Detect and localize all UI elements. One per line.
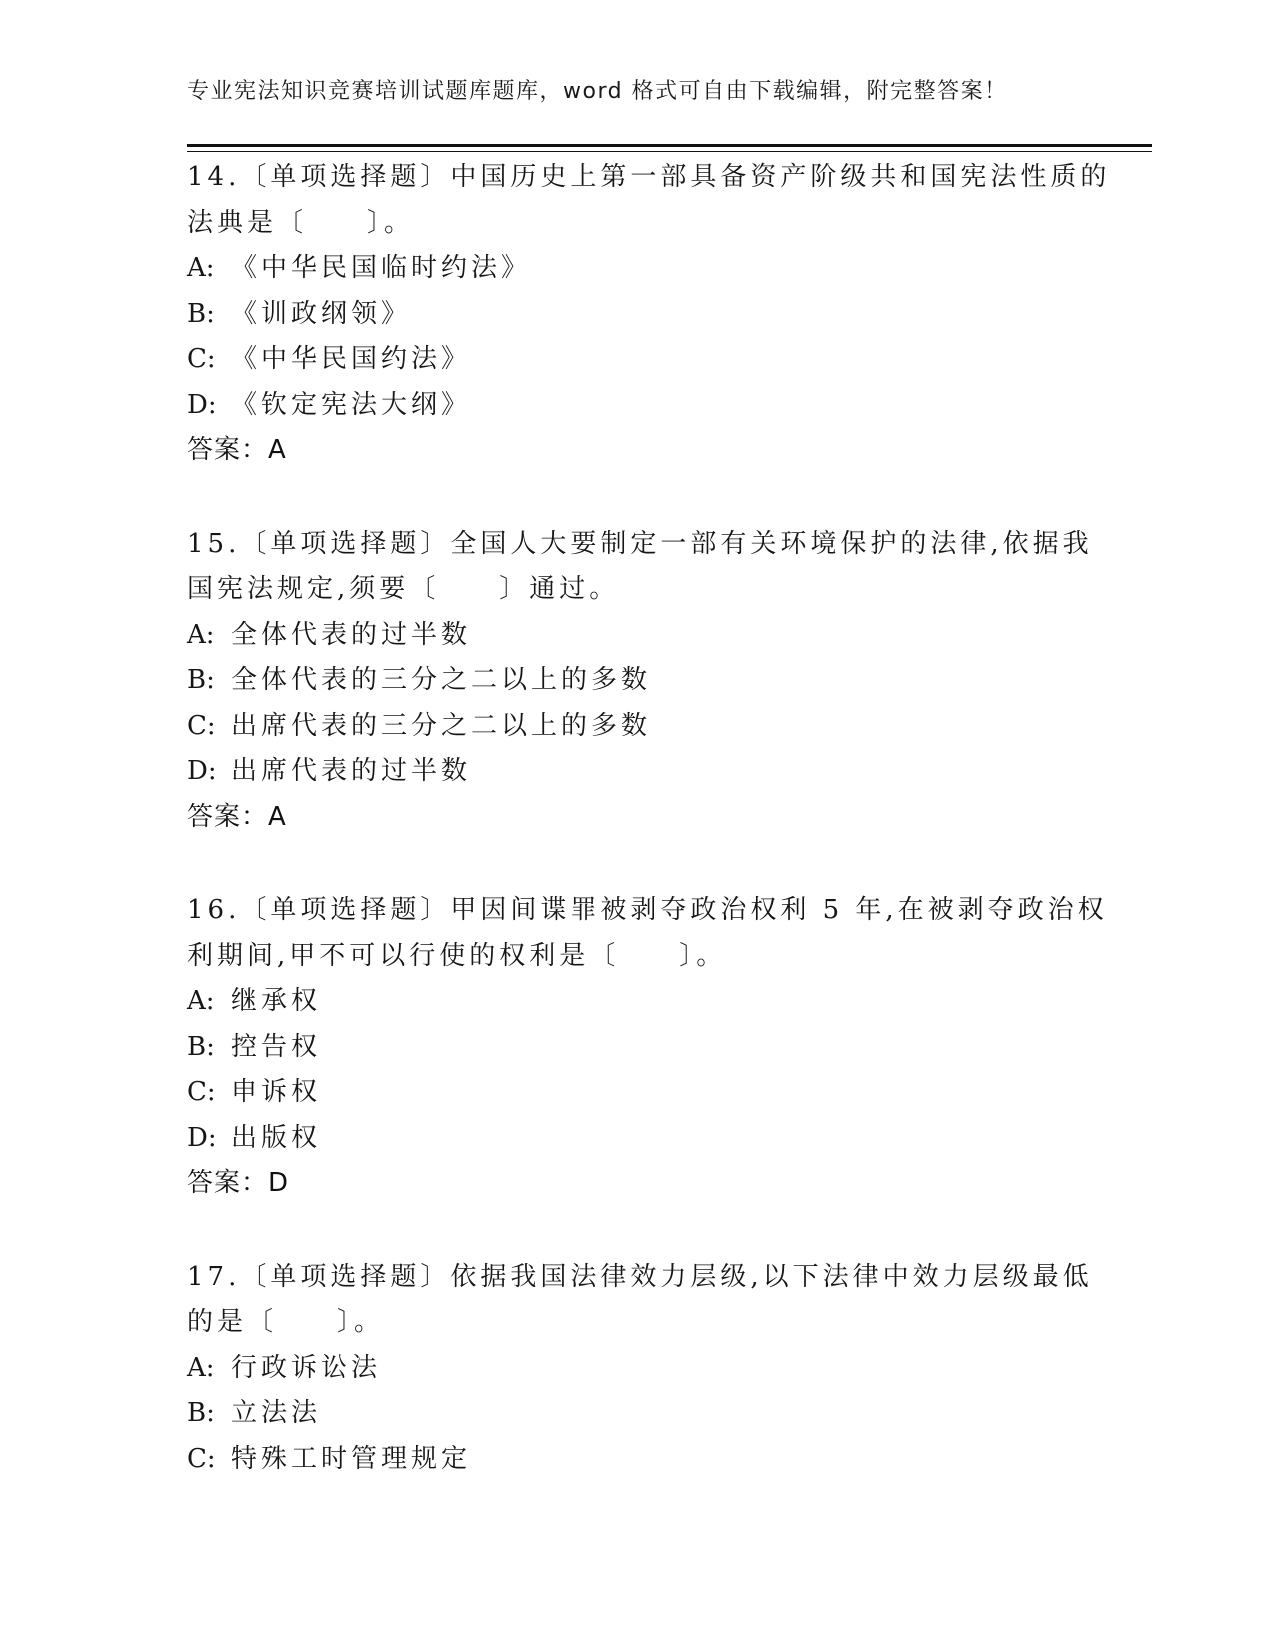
question-stem: 15.〔单项选择题〕全国人大要制定一部有关环境保护的法律,依据我: [187, 528, 1093, 559]
question-stem-continued: 利期间,甲不可以行使的权利是〔 〕。: [187, 940, 727, 971]
option-letter: A:: [187, 1352, 215, 1383]
option-letter: D:: [187, 1122, 217, 1153]
option-letter: D:: [187, 389, 217, 420]
option-letter: C:: [187, 1077, 216, 1107]
option-letter: A:: [187, 619, 215, 650]
option-d: [187, 383, 1087, 429]
option-letter: B:: [187, 1398, 215, 1428]
option-text: 《中华民国约法》: [231, 344, 472, 374]
question-stem: 16.〔单项选择题〕甲因间谍罪被剥夺政治权利 5 年,在被剥夺政治权: [187, 895, 1108, 925]
answer-line: 答案：A: [187, 435, 287, 465]
option-c: [187, 1070, 1087, 1116]
option-a: [187, 613, 1087, 659]
question-16: [187, 888, 1108, 1207]
question-17: [187, 1255, 1093, 1483]
option-text: 立法法: [231, 1398, 322, 1428]
option-text: 《中华民国临时约法》: [231, 253, 532, 283]
option-text: 全体代表的三分之二以上的多数: [231, 665, 652, 695]
option-a: [187, 246, 1087, 292]
page-header: 专业宪法知识竞赛培训试题库题库，word 格式可自由下载编辑，附完整答案！: [187, 79, 1008, 104]
option-text: 继承权: [231, 986, 322, 1016]
option-text: 全体代表的过半数: [231, 619, 472, 650]
option-letter: B:: [187, 665, 215, 695]
option-letter: C:: [187, 1443, 216, 1474]
question-stem-continued: 法典是〔 〕。: [187, 207, 415, 238]
option-d: [187, 749, 1087, 795]
option-c: [187, 704, 1087, 750]
question-stem-continued: 国宪法规定,须要〔 〕通过。: [187, 574, 620, 604]
option-letter: B:: [187, 298, 215, 329]
option-a: [187, 979, 1087, 1025]
option-text: 申诉权: [231, 1077, 322, 1107]
option-letter: A:: [187, 986, 215, 1016]
option-letter: B:: [187, 1031, 215, 1062]
option-text: 《训政纲领》: [231, 298, 412, 329]
question-15: [187, 522, 1093, 841]
option-letter: C:: [187, 344, 216, 374]
header-rule-thin: [187, 151, 1152, 152]
option-text: 《钦定宪法大纲》: [231, 389, 472, 420]
header-rule-thick: [187, 144, 1152, 147]
option-text: 行政诉讼法: [231, 1352, 382, 1383]
option-c: [187, 337, 1087, 383]
option-a: [187, 1346, 1087, 1392]
answer-line: 答案：D: [187, 1168, 290, 1198]
option-c: [187, 1437, 1087, 1483]
option-b: [187, 1391, 1087, 1437]
option-letter: D:: [187, 756, 217, 786]
option-b: [187, 292, 1087, 338]
question-14: [187, 155, 1111, 474]
option-letter: A:: [187, 253, 215, 283]
option-letter: C:: [187, 710, 216, 741]
option-b: [187, 658, 1087, 704]
option-text: 出席代表的三分之二以上的多数: [231, 710, 652, 741]
question-list: [187, 155, 1111, 1530]
option-text: 出席代表的过半数: [231, 756, 472, 786]
option-text: 出版权: [231, 1122, 322, 1153]
option-text: 特殊工时管理规定: [231, 1443, 472, 1474]
question-stem: 17.〔单项选择题〕依据我国法律效力层级,以下法律中效力层级最低: [187, 1261, 1093, 1292]
option-d: [187, 1116, 1087, 1162]
answer-line: 答案：A: [187, 801, 287, 832]
option-b: [187, 1025, 1087, 1071]
question-stem-continued: 的是〔 〕。: [187, 1307, 385, 1337]
option-text: 控告权: [231, 1031, 322, 1062]
question-stem: 14.〔单项选择题〕中国历史上第一部具备资产阶级共和国宪法性质的: [187, 162, 1111, 192]
